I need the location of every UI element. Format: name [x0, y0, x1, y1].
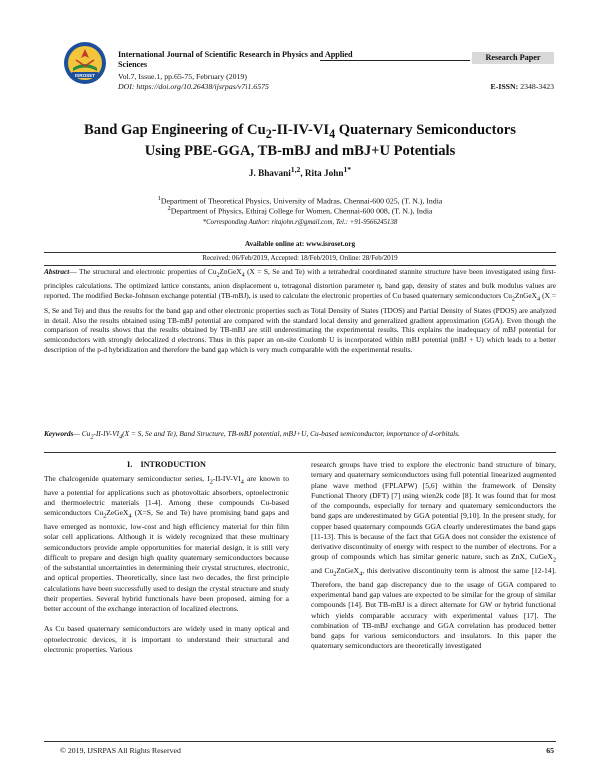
- issn: E-ISSN: 2348-3423: [490, 82, 554, 91]
- affiliation-1: $^1$Department of Theoretical Physics, University of Madras, Chennai-600 025, (T. N.), India: [157, 195, 443, 206]
- authors: J. Bhavani$^{1,2}$, Rita John$^{1*}$: [248, 165, 352, 179]
- volume-line: Vol.7, Issue.1, pp.65-75, February (2019): [118, 72, 247, 81]
- page-number: 65: [546, 746, 554, 755]
- received-dates: Received: 06/Feb/2019, Accepted: 18/Feb/2019, Online: 28/Feb/2019: [202, 254, 398, 262]
- paragraph: The chalcogenide quaternary semiconductor series, $I_2-II-IV-VI_4$ are known to have a potential for applications such as photovoltaic absorbers, optoelectronic and thermoelectric materials [1-4]. Among these compounds Cu-based semiconductors $Cu_2ZeGeX_4$ (X=S, Se and Te) have promising band gaps and have emerged as nontoxic, low-cost and high efficiency material for thin film solar cell applications. Although it is widely recognized that these multinary semiconductors provide ample opportunities for material design, it is still very difficult to prepare and design high quality quaternary semiconductors because of the substantial uncertainties in determining their crystal structures, electronic, and optical properties. Theoretically, since last two decades, the first principle calculations have been successfully used to design the crystal structure and study their properties. Several hybrid functionals have been proposed, aiming for a better account of the exchange interaction of localized electrons.: [44, 474, 289, 613]
- divider: [44, 252, 556, 253]
- paper-title: Band Gap Engineering of $Cu_2-II-IV-VI_4$ Quaternary Semiconductors Using PBE-GGA, TB-mBJ and mBJ+U Potentials: [84, 122, 516, 159]
- body-column-left: [44, 474, 289, 655]
- section-heading: I. INTRODUCTION: [127, 460, 206, 469]
- body-column-right: [311, 460, 556, 652]
- affiliation-2: $^2$Department of Physics, Ethiraj College for Women, Chennai-600 008, (T. N.), India: [167, 205, 433, 216]
- header-rule: [320, 60, 470, 61]
- paper-type-badge: Research Paper: [472, 52, 554, 64]
- keywords: Keywords— $Cu_2-II-IV-VI_4(X = S$, Se and Te), Band Structure, TB-mBJ potential, mBJ+U, Cu-based semiconductor, importance of d-orbitals.: [44, 429, 460, 441]
- copyright: © 2019, IJSRPAS All Rights Reserved: [60, 746, 181, 755]
- paragraph: research groups have tried to explore the electronic band structure of binary, ternary and quaternary semiconductors using full potential linearized augmented plane wave method (FPLAPW) [5,6] within the framework of Density Functional Theory (DFT) [7] using wien2k code [8]. It was found that for most of the compounds, especially for ternary and quaternary semiconductors the band gaps are underestimated by GGA potential [9,10]. In the present study, for copper based quaternary compounds GGA clearly underestimates the band gaps [11-13]. This is because of the fact that GGA does not consider the existence of derivative discontinuity of energy with respect to the number of electrons. For a group of compounds which has similar generic nature, such as ZnX, CuGeX$_2$ and $Cu_2ZnGeX_4$, this derivative discontinuity term is almost the same [12-14]. Therefore, the band gap discrepancy due to the usage of GGA compared to experimental band gap values are expected to be similar for the group of similar compounds [14]. But TB-mBJ is a direct alternate for GW or hybrid functional which yields comparable accuracy with experimental values [17]. The combination of TB-mBJ exchange and GGA correlation has produced better band gaps for various semiconductors and insulators. In this paper the quaternary semiconductors are theoretically investigated: [311, 460, 556, 651]
- divider: [44, 265, 556, 266]
- available-online: Available online at: www.isroset.org: [244, 240, 356, 248]
- paragraph: As Cu based quaternary semiconductors are widely used in many optical and optoelectronic devices, it is important to understand their structural and electronic properties. Various: [44, 624, 289, 654]
- journal-logo: [62, 40, 108, 86]
- doi-link[interactable]: DOI: https://doi.org/10.26438/ijsrpas/v7i1.6575: [118, 82, 269, 91]
- footer-rule: [44, 741, 556, 742]
- corresponding-author: *Corresponding Author: ritajohn.r@gmail.com, Tel.: +91-9566245138: [202, 219, 398, 226]
- journal-name: International Journal of Scientific Research in Physics and Applied Sciences: [118, 50, 353, 69]
- svg-text:ISROSET: ISROSET: [74, 73, 96, 78]
- abstract: Abstract— The structural and electronic properties of $Cu_2ZnGeX_4$ (X = S, Se and Te) with a tetrahedral coordinated stannite structure have been investigated using first-principles calculations. The optimized lattice constants, anion displacement u, tetragonal distortion parameter η, band gap, density of states and bulk modulus values are reported. The modified Becke-Johnson exchange potential (TB-mBJ), is used to calculate the electronic properties of Cu based quaternary semiconductors $Cu_2ZnGeX_4$ (X = S, Se and Te) and thus the results for the band gap and other electronic properties such as Total Density of States (TDOS) and Partial Density of States (PDOS) are analyzed in detail. Also the results obtained using TB-mBJ potential are compared with the standard local density and generalized gradient approximation (GGA). Even though the comparison of results shows that the results obtained by TB-mBJ are still underestimating the experimental results. This explains the inadequacy of mBJ potential for semiconductors with strongly delocalized d electrons. Thus in this paper an on-site Coulomb U is incorporated within mBJ potential (mBJ + U) which leads to a better description of the p-d hybridization and therefore the band gap which is very much comparable with the experimental results.: [44, 267, 556, 355]
- divider: [44, 452, 556, 453]
